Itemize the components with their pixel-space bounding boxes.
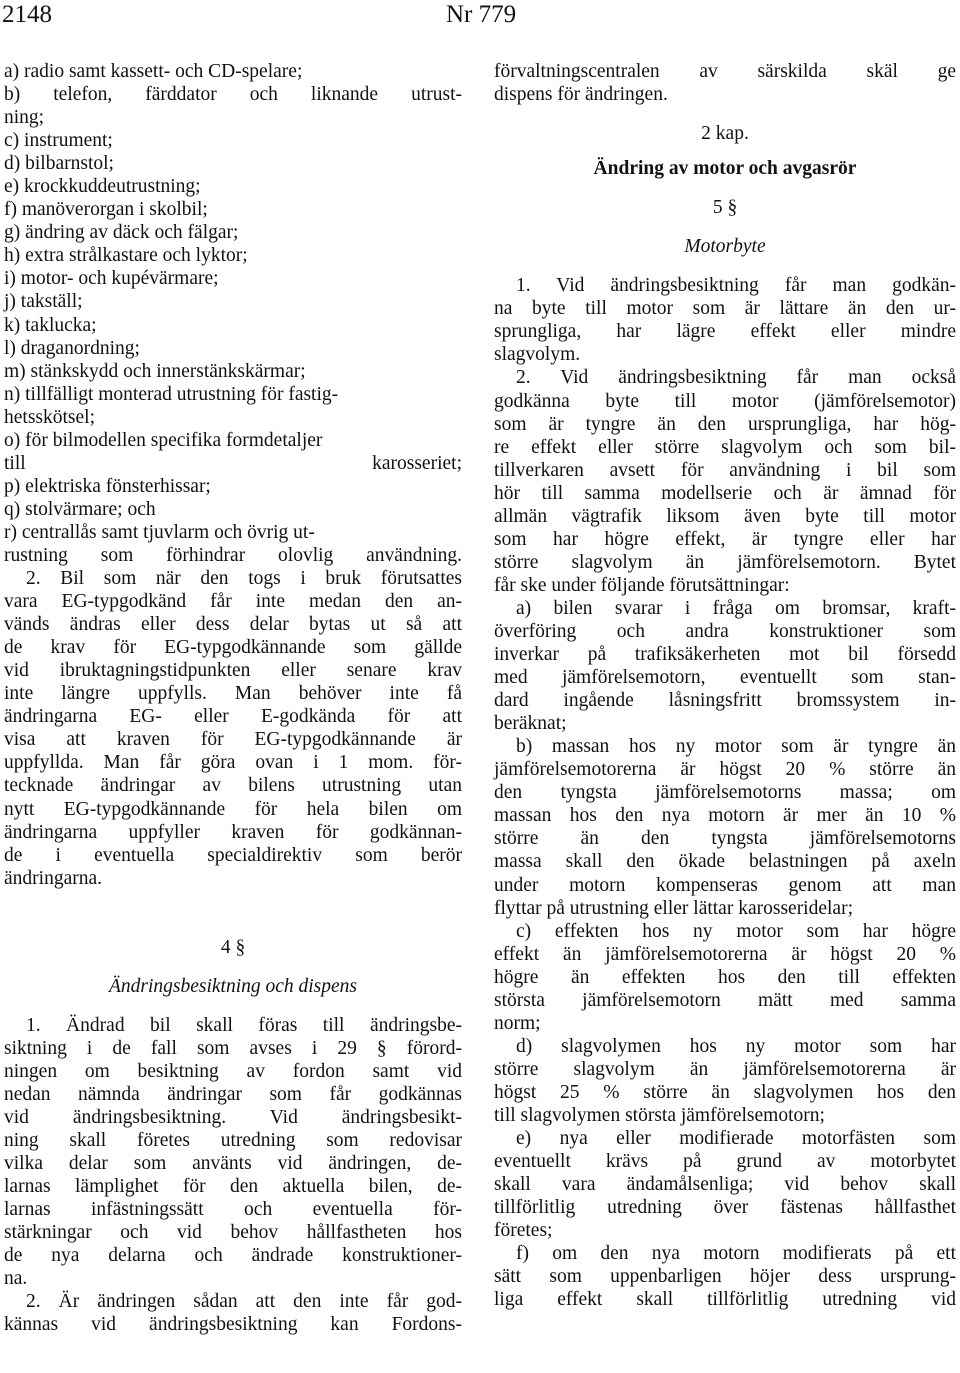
text-line: skall vara ändamålsenliga; vid behov skall [494,1174,956,1196]
text-line: p) elektriska fönsterhissar; [4,475,211,497]
text-line: a) radio samt kassett- och CD-spelare; [4,61,303,82]
text-line: na byte till motor som är lättare än den ur- [494,298,956,320]
text-line: hetsskötsel; [4,406,95,428]
paragraph-2 [494,366,956,596]
text-line: vid ändringsbesiktning. Vid ändringsbesikt- [4,1106,462,1128]
text-line: c) instrument; [4,130,113,152]
chapter-title: Ändring av motor och avgasrör [593,158,857,180]
item-a [494,597,956,735]
text-line: f) om den nya motorn modifierats på ett [516,1243,956,1265]
text-line: får ske under följande förutsättningar: [494,574,790,596]
section-title: Motorbyte [684,236,766,258]
chapter-number: 2 kap. [701,123,749,145]
item-b [494,735,956,919]
text-line: vilka delar som använts vid ändringen, de- [4,1153,462,1175]
text-line: b) telefon, färddator och liknande utrust- [4,84,462,106]
text-line: ningen om besiktning av fordon samt vid [4,1060,462,1082]
text-line: vara EG-typgodkänd får inte medan den an- [4,591,462,613]
text-line: re effekt eller större slagvolym och som bil- [494,436,956,458]
text-line: överföring och andra konstruktioner som [494,620,956,642]
issue-number: Nr 779 [446,1,517,28]
text-line: flyttar på utrustning eller lättar karosseridelar; [494,897,853,919]
text-line: de krav för EG-typgodkännande som gällde [4,637,462,659]
text-line: norm; [494,1012,541,1034]
text-line: jämförelsemotorerna är högst 20 % större än [494,759,956,781]
text-line: 1. Vid ändringsbesiktning får man godkän- [516,275,956,297]
text-line: uppfyllda. Man får göra ovan i 1 mom. för- [4,752,462,774]
paragraph-2 [4,567,462,890]
text-line: allmän vägtrafik liksom även byte till motor [494,505,956,527]
text-line: inte längre uppfylls. Man behöver inte få [4,683,462,705]
text-line: o) för bilmodellen specifika formdetaljer [4,429,323,451]
text-line: 1. Ändrad bil skall föras till ändringsbe- [26,1014,462,1036]
text-line: vid ibruktagningstidpunkten eller senare krav [4,660,462,682]
item-d [494,1035,956,1127]
text-line: de nya delarna och ändrade konstruktioner- [4,1245,462,1267]
text-line: ändringarna EG- eller E-godkända för att [4,706,462,728]
text-line: h) extra strålkastare och lyktor; [4,245,248,267]
text-line: som har högre effekt, är tyngre eller har [494,528,956,550]
text-line: större än den tyngsta jämförelsemotorns [494,828,956,850]
right-column [494,60,956,1311]
text-line: sätt som uppenbarligen höjer dess ursprung- [494,1266,956,1288]
text-line: siktning i de fall som avses i 29 § förord- [4,1037,462,1059]
text-line: b) massan hos ny motor som är tyngre än [516,736,956,758]
text-line: ning; [4,107,45,129]
text-line: n) tillfälligt monterad utrustning för fastig- [4,383,339,405]
text-line: till slagvolymen största jämförelsemotorn; [494,1104,825,1126]
section-paragraph-1 [4,1014,462,1291]
text-line: med jämförelsemotorn, eventuellt som stan- [494,667,956,689]
text-line: massa skall den ökade belastningen på axeln [494,851,956,873]
text-line: 2. Bil som när den togs i bruk förutsattes [26,568,462,590]
equipment-list [4,60,462,567]
text-line: 2. Är ändringen sådan att den inte får god- [26,1291,462,1313]
text-line: inverkar på trafiksäkerheten mot bil försedd [494,644,956,666]
text-line: rustning som förhindrar olovlig användning. [4,544,462,566]
text-line: tillverkaren avsett för användning i bil som [494,459,956,481]
text-line: d) slagvolymen hos ny motor som har [516,1035,956,1057]
text-line: största jämförelsemotorn mätt med samma [494,989,956,1011]
text-line: de i eventuella specialdirektiv som berör [4,844,462,866]
text-line: större slagvolym än jämförelsemotorerna är [494,1058,956,1080]
text-line: 2. Vid ändringsbesiktning får man också [516,367,956,389]
text-line: tecknade ändringar av bilens utrustning utan [4,775,462,797]
text-line: dispens för ändringen. [494,84,668,106]
intro-paragraph [494,60,956,106]
text-line: massan hos den nya motorn är mer än 10 % [494,805,956,827]
text-line: m) stänkskydd och innerstänkskärmar; [4,360,306,382]
text-line: i) motor- och kupévärmare; [4,268,219,290]
text-line: l) draganordning; [4,337,140,359]
section-paragraph-2 [4,1290,462,1336]
text-line: högst 25 % större än slagvolymen hos den [494,1081,956,1103]
item-e [494,1127,956,1242]
text-line: större slagvolym än jämförelsemotorn. Bytet [494,551,956,573]
text-line: c) effekten hos ny motor som har högre [516,920,956,942]
text-line: larnas infästningssätt och eventuella för- [4,1199,462,1221]
text-line: d) bilbarnstol; [4,153,114,175]
text-line: k) taklucka; [4,314,97,336]
text-line: kännas vid ändringsbesiktning kan Fordons- [4,1314,462,1336]
text-line: nytt EG-typgodkännande för hela bilen om [4,798,462,820]
text-line: effekt än jämförelsemotorerna är högst 20 % [494,943,956,965]
text-line: stärkningar och vid behov hållfastheten hos [4,1222,462,1244]
text-line: slagvolym. [494,344,581,366]
text-line: larnas lämplighet för den aktuella bilen, de- [4,1176,462,1198]
item-f [494,1242,956,1311]
text-line: e) nya eller modifierade motorfästen som [516,1128,956,1150]
text-line: beräknat; [494,713,567,735]
page-number: 2148 [2,1,52,28]
text-line: e) krockkuddeutrustning; [4,176,201,198]
text-line: ning skall företes utredning som redovisar [4,1130,462,1152]
text-line: eventuellt krävs på grund av motorbytet [494,1151,956,1173]
text-line: visa att kraven för EG-typgodkännande är [4,729,462,751]
text-line: r) centrallås samt tjuvlarm och övrig ut- [4,521,315,543]
text-line: högre än effekten hos den till effekten [494,966,956,988]
text-line: hör till samma modellserie och är ämnad för [494,482,956,504]
text-line: som är tyngre än den ursprungliga, har hög- [494,413,956,435]
text-line: tillförlitlig utredning över fästenas hållfasthet [494,1197,956,1219]
section-title: Ändringsbesiktning och dispens [108,975,358,997]
text-line: na. [4,1268,28,1290]
text-line: sprungliga, har lägre effekt eller mindre [494,321,956,343]
text-line: företes; [494,1220,553,1242]
text-line: g) ändring av däck och fälgar; [4,222,239,244]
text-line: a) bilen svarar i fråga om bromsar, kraft- [516,597,956,619]
text-line: den tyngsta jämförelsemotorns massa; om [494,782,956,804]
text-line: ändringarna. [4,867,102,889]
text-line: vänds ändras eller dess delar bytas ut så att [4,614,462,636]
left-column [4,60,462,1336]
text-line: j) takställ; [4,291,83,313]
text-line: f) manöverorgan i skolbil; [4,199,208,221]
text-line: godkänna byte till motor (jämförelsemotor) [494,390,956,412]
item-c [494,920,956,1035]
text-line: förvaltningscentralen av särskilda skäl ge [494,61,956,82]
text-line: ändringarna uppfyller kraven för godkännan- [4,821,462,843]
text-line: nedan nämnda ändringar som får godkännas [4,1083,462,1105]
text-line: till karosseriet; [4,452,462,474]
text-line: liga effekt skall tillförlitlig utredning vid [494,1289,956,1311]
text-line: under motorn kompenseras genom att man [494,874,956,896]
section-number: 4 § [220,936,246,958]
section-number: 5 § [712,197,738,219]
text-line: q) stolvärmare; och [4,498,156,520]
text-line: dard ingående låsningsfritt bromssystem in- [494,690,956,712]
paragraph-1 [494,274,956,366]
